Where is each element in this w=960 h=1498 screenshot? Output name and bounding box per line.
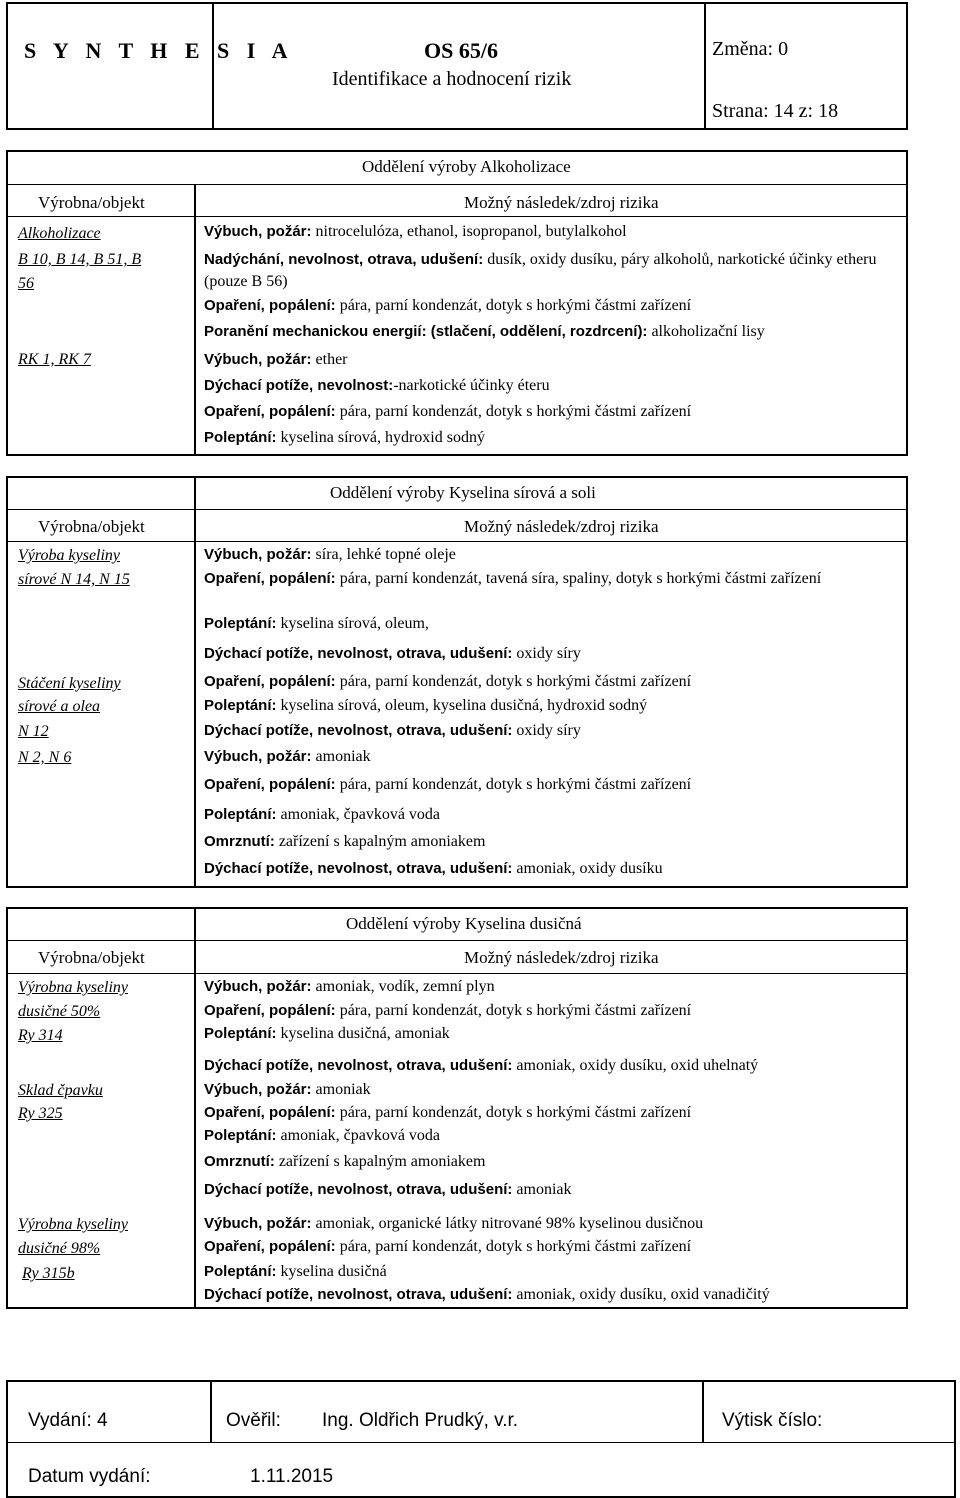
risk-row: Dýchací potíže, nevolnost, otrava, udušení: oxidy síry [204,722,581,739]
risk-row: Výbuch, požár: amoniak [204,1081,371,1098]
issue-date: 1.11.2015 [250,1466,334,1487]
object-name: RK 1, RK 7 [18,351,91,368]
risk-row: Výbuch, požár: ether [204,351,348,368]
column-header-object: Výrobna/objekt [38,193,145,212]
risk-row: Poleptání: kyselina sírová, hydroxid sodný [204,429,485,446]
page-number: Strana: 14 z: 18 [712,100,839,122]
risk-row: Poleptání: kyselina sírová, oleum, kyselina dusičná, hydroxid sodný [204,697,648,714]
risk-row: Dýchací potíže, nevolnost, otrava, udušení: amoniak, oxidy dusíku [204,860,663,877]
risk-row: Dýchací potíže, nevolnost, otrava, udušení: amoniak [204,1181,572,1198]
document-title: Identifikace a hodnocení rizik [332,68,572,90]
risk-row: Opaření, popálení: pára, parní kondenzát, dotyk s horkými částmi zařízení [204,1002,692,1019]
company-name: S Y N T H E S I A [24,38,294,63]
object-name: Výrobna kyseliny [18,979,129,996]
column-header-risk: Možný následek/zdroj rizika [464,517,659,536]
risk-row: Výbuch, požár: amoniak, organické látky nitrované 98% kyselinou dusičnou [204,1215,704,1232]
column-header-object: Výrobna/objekt [38,517,145,536]
risk-row: Opaření, popálení: pára, parní kondenzát, dotyk s horkými částmi zařízení [204,1104,692,1121]
object-name: Stáčení kyseliny [18,675,121,692]
object-name: Sklad čpavku [18,1082,103,1099]
copy-number-label: Výtisk číslo: [722,1410,823,1431]
object-name: Výrobna kyseliny [18,1216,129,1233]
object-name: sírové N 14, N 15 [18,571,130,588]
risk-row: Poranění mechanickou energií: (stlačení, oddělení, rozdrcení): alkoholizační lisy [204,323,765,340]
risk-row: Výbuch, požár: nitrocelulóza, ethanol, isopropanol, butylalkohol [204,223,627,240]
object-name: sírové a olea [18,698,101,715]
object-name: Ry 314 [18,1027,63,1044]
column-header-risk: Možný následek/zdroj rizika [464,193,659,212]
risk-row: Opaření, popálení: pára, parní kondenzát, dotyk s horkými částmi zařízení [204,673,692,690]
object-name: dusičné 98% [18,1240,101,1257]
section-title: Oddělení výroby Kyselina dusičná [346,914,582,933]
risk-row: Výbuch, požár: amoniak, vodík, zemní plyn [204,978,495,995]
object-name: N 2, N 6 [18,749,72,766]
risk-row: Dýchací potíže, nevolnost, otrava, udušení: amoniak, oxidy dusíku, oxid uhelnatý [204,1057,759,1074]
risk-row: Opaření, popálení: pára, parní kondenzát, dotyk s horkými částmi zařízení [204,297,692,314]
risk-row: Dýchací potíže, nevolnost:-narkotické účinky éteru [204,377,550,394]
object-name: Ry 315b [22,1265,75,1282]
risk-row: Výbuch, požár: amoniak [204,748,371,765]
column-header-risk: Možný následek/zdroj rizika [464,948,659,967]
issue-date-label: Datum vydání: [28,1466,151,1487]
object-name: B 10, B 14, B 51, B [18,251,142,268]
object-name: N 12 [18,723,49,740]
column-header-object: Výrobna/objekt [38,948,145,967]
object-name: Alkoholizace [18,225,101,242]
object-name: Výroba kyseliny [18,547,121,564]
risk-row: Dýchací potíže, nevolnost, otrava, udušení: amoniak, oxidy dusíku, oxid vanadičitý [204,1286,770,1303]
risk-row: Poleptání: kyselina dusičná, amoniak [204,1025,450,1042]
risk-row: Poleptání: kyselina dusičná [204,1263,387,1280]
verified-label: Ověřil: [226,1410,281,1431]
issue-number: Vydání: 4 [28,1410,108,1431]
risk-row: Opaření, popálení: pára, parní kondenzát, dotyk s horkými částmi zařízení [204,403,692,420]
risk-row: Omrznutí: zařízení s kapalným amoniakem [204,1153,486,1170]
section-title: Oddělení výroby Alkoholizace [362,157,571,176]
risk-row: Výbuch, požár: síra, lehké topné oleje [204,546,456,563]
risk-row: Poleptání: kyselina sírová, oleum, [204,615,429,632]
object-name: 56 [18,275,34,292]
section-title: Oddělení výroby Kyselina sírová a soli [330,483,596,502]
object-name: dusičné 50% [18,1003,101,1020]
verified-by: Ing. Oldřich Prudký, v.r. [322,1410,519,1431]
document-code: OS 65/6 [424,38,498,63]
risk-row: Opaření, popálení: pára, parní kondenzát, dotyk s horkými částmi zařízení [204,776,692,793]
risk-row: Poleptání: amoniak, čpavková voda [204,806,441,823]
object-name: Ry 325 [18,1105,63,1122]
risk-row: Nadýchání, nevolnost, otrava, udušení: dusík, oxidy dusíku, páry alkoholů, narkotické účinky etheru (pouze B 56) [204,251,877,290]
risk-row: Dýchací potíže, nevolnost, otrava, udušení: oxidy síry [204,645,581,662]
change-number: Změna: 0 [712,38,789,60]
risk-row: Opaření, popálení: pára, parní kondenzát, tavená síra, spaliny, dotyk s horkými částmi zařízení [204,570,822,587]
risk-row: Omrznutí: zařízení s kapalným amoniakem [204,833,486,850]
risk-row: Poleptání: amoniak, čpavková voda [204,1127,441,1144]
risk-row: Opaření, popálení: pára, parní kondenzát, dotyk s horkými částmi zařízení [204,1238,692,1255]
